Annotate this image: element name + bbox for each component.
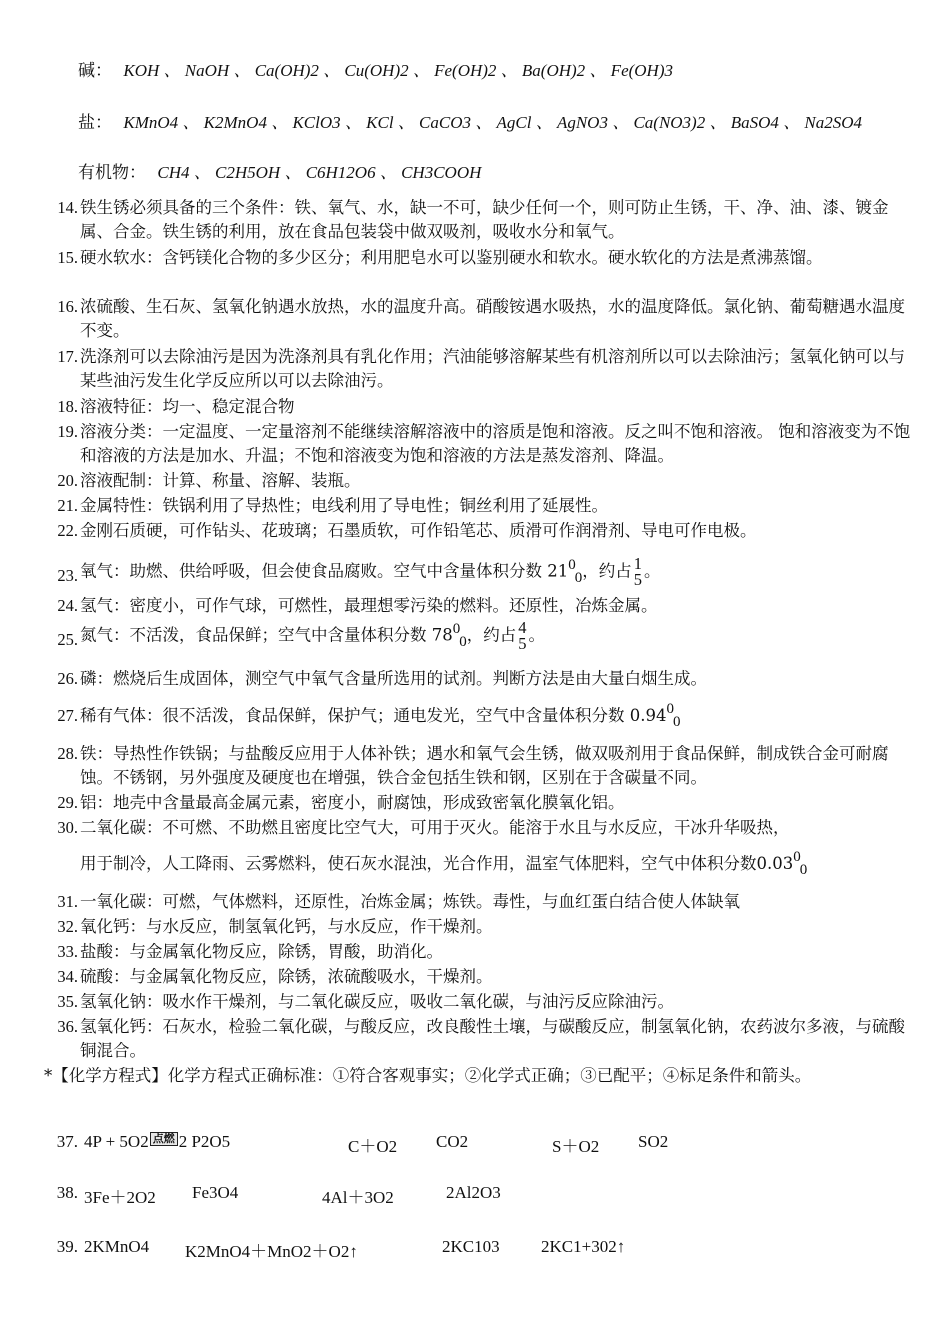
ignite-condition-badge: 点燃 [150, 1132, 178, 1146]
equation-row-38: 38. 3Fe＋2O2 Fe3O4 4Al＋3O2 2Al2O3 [56, 1183, 501, 1207]
organic-formulas: CH4 、 C2H5OH 、 C6H12O6 、 CH3COOH [157, 163, 482, 182]
permil-sign: 00 [568, 556, 583, 586]
list-item: 17. 洗涤剂可以去除油污是因为洗涤剂具有乳化作用；汽油能够溶解某些有机溶剂所以可以去除油污；氢氧化钠可以与某些油污发生化学反应所以可以去除油污。 [57, 347, 905, 390]
permil-sign: 00 [793, 849, 808, 878]
list-item: 20. 溶液配制：计算、称量、溶解、装瓶。 [57, 471, 361, 490]
base-formula-row [78, 56, 673, 81]
organic-formula-row [78, 158, 481, 183]
salt-formulas: KMnO4 、 K2MnO4 、 KClO3 、 KCl 、 CaCO3 、 AgCl 、 AgNO3 、 Ca(NO3)2 、 BaSO4 、 Na2SO4 [123, 113, 862, 132]
permil-sign: 00 [452, 620, 467, 650]
list-item: 19. 溶液分类：一定温度、一定量溶剂不能继续溶解溶液中的溶质是饱和溶液。反之叫不饱和溶液。 饱和溶液变为不饱和溶液的方法是加水、升温；不饱和溶液变为饱和溶液的方法是蒸发溶剂、降温。 [57, 422, 911, 465]
list-item: 14. 铁生锈必须具备的三个条件：铁、氧气、水，缺一不可，缺少任何一个，则可防止生锈，干、净、油、漆、镀金属、合金。铁生锈的利用，放在食品包装袋中做双吸剂，吸收水分和氧气。 [57, 198, 889, 241]
salt-label: 盐： [78, 113, 112, 133]
list-item: 28. 铁：导热性作铁锅；与盐酸反应用于人体补铁；遇水和氧气会生锈，做双吸剂用于食品保鲜，制成铁合金可耐腐蚀。不锈钢，另外强度及硬度也在增强，铁合金包括生铁和钢，区别在于含碳量不同。 [57, 744, 889, 787]
salt-formula-row [78, 108, 862, 133]
oxygen-item: 23. 氧气：助燃、供给呼吸，但会使食品腐败。空气中含量体积分数 2100，约占 1 5 。 [57, 554, 661, 589]
equation-row-37: 37. 4P + 5O2 点燃 2 P2O5 C＋O2 CO2 S＋O2 SO2 [56, 1132, 669, 1156]
list-item: 33. 盐酸：与金属氧化物反应，除锈，胃酸，助消化。 [57, 942, 443, 961]
equation-note: *【化学方程式】化学方程式正确标准：①符合客观事实；②化学式正确；③已配平；④标足条件和箭头。 [44, 1066, 812, 1085]
list-item: 24. 氢气：密度小，可作气球，可燃性，最理想零污染的燃料。还原性，冶炼金属。 [57, 596, 658, 615]
base-label: 碱： [78, 61, 112, 81]
list-item: 21. 金属特性：铁锅利用了导热性；电线利用了导电性；铜丝利用了延展性。 [57, 496, 608, 515]
list-item: 18. 溶液特征：均一、稳定混合物 [57, 397, 295, 416]
list-item: 22. 金刚石质硬，可作钻头、花玻璃；石墨质软，可作铅笔芯、质滑可作润滑剂、导电可作电极。 [57, 521, 757, 540]
list-item: 16. 浓硫酸、生石灰、氢氧化钠遇水放热，水的温度升高。硝酸铵遇水吸热，水的温度降低。氯化钠、葡萄糖遇水温度不变。 [57, 297, 905, 340]
list-item: 35. 氢氧化钠：吸水作干燥剂，与二氧化碳反应，吸收二氧化碳，与油污反应除油污。 [57, 992, 674, 1011]
list-item: 29. 铝：地壳中含量最高金属元素，密度小，耐腐蚀，形成致密氧化膜氧化铝。 [57, 793, 625, 812]
permil-sign: 00 [666, 701, 681, 730]
list-item: 34. 硫酸：与金属氧化物反应，除锈，浓硫酸吸水，干燥剂。 [57, 967, 493, 986]
list-item: 31. 一氧化碳：可燃，气体燃料，还原性，冶炼金属；炼铁。毒性，与血红蛋白结合使人体缺氧 [57, 892, 740, 911]
nitrogen-item: 25. 氮气：不活泼，食品保鲜；空气中含量体积分数 7800，约占 4 5 。 [57, 618, 545, 653]
base-formulas: KOH 、 NaOH 、 Ca(OH)2 、 Cu(OH)2 、 Fe(OH)2 、 Ba(OH)2 、 Fe(OH)3 [123, 61, 673, 80]
equation-row-39: 39. 2KMnO4 K2MnO4＋MnO2＋O2↑ 2KC103 2KC1+302↑ [56, 1237, 626, 1261]
fraction: 1 5 [633, 554, 642, 589]
organic-label: 有机物： [78, 163, 146, 183]
co2-item: 30. 二氧化碳：不可燃、不助燃且密度比空气大，可用于灭火。能溶于水且与水反应，干冰升华吸热， 用于制冷，人工降雨、云雾燃料，使石灰水混浊，光合作用，温室气体肥料，空气中体积分数0.0300 [57, 818, 808, 878]
list-item: 26. 磷：燃烧后生成固体，测空气中氧气含量所选用的试剂。判断方法是由大量白烟生成。 [57, 669, 707, 688]
list-item: 15. 硬水软水：含钙镁化合物的多少区分；利用肥皂水可以鉴别硬水和软水。硬水软化的方法是煮沸蒸馏。 [57, 248, 823, 267]
list-item: 36. 氢氧化钙：石灰水，检验二氧化碳，与酸反应，改良酸性土壤，与碳酸反应，制氢氧化钠，农药波尔多液，与硫酸铜混合。 [57, 1017, 905, 1060]
fraction: 4 5 [518, 618, 527, 653]
list-item: 32. 氧化钙：与水反应，制氢氧化钙，与水反应，作干燥剂。 [57, 917, 493, 936]
rare-gas-item: 27. 稀有气体：很不活泼，食品保鲜，保护气；通电发光，空气中含量体积分数 0.9400 [57, 701, 681, 730]
